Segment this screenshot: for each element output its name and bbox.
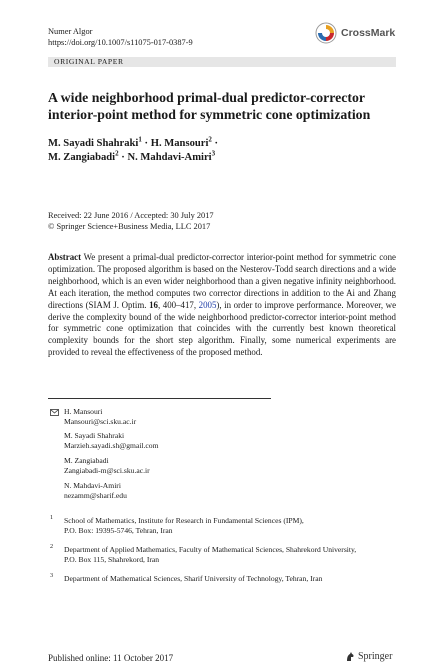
affiliation-line: P.O. Box 115, Shahrekord, Iran (64, 555, 160, 564)
journal-volume: 16 (149, 299, 158, 310)
abstract-label: Abstract (48, 252, 82, 262)
paper-title: A wide neighborhood primal-dual predictor-corrector interior-point method for symmetric cone optimization (48, 90, 371, 122)
contact-name: N. Mahdavi-Amiri (64, 481, 121, 490)
abstract-text: We present a primal-dual predictor-corrector interior-point method for symmetric cone optimization. The proposed algorithm is based on the Nesterov-Todd search directions and a wide neighborhood, which is an even wider neighborhood than a given negative infinity neighborhood. At each iteration, the method computes two corrector directions in addition to the Ai and Zhang directions (SIAM J. Optim. (48, 252, 396, 310)
contact-email[interactable]: nezamm@sharif.edu (64, 491, 127, 500)
abstract-text-continued: ), in order to improve performance. Moreover, we derive the complexity bound of the wide neighborhood predictor-corrector interior-point method for symmetric cone optimization that coincides with the currently best known theoretical complexity bounds for the short step algorithm. Finally, some numerical experiments are provided to reveal the effectiveness of the proposed method. (48, 299, 397, 358)
affiliation-line: School of Mathematics, Institute for Research in Fundamental Sciences (IPM), (64, 516, 304, 525)
author-list (48, 137, 378, 165)
contact-name: M. Sayadi Shahraki (64, 431, 125, 440)
contact-entry (64, 456, 150, 476)
publisher-name: Springer (358, 651, 393, 662)
author-name[interactable]: M. Sayadi Shahraki (48, 138, 139, 149)
crossmark-label: CrossMark (341, 27, 396, 39)
author-separator: · (118, 152, 128, 163)
springer-horse-icon (345, 651, 355, 662)
affiliation-line: Department of Applied Mathematics, Faculty of Mathematical Sciences, Shahrekord University, (64, 545, 357, 554)
copyright-line: © Springer Science+Business Media, LLC 2017 (48, 222, 211, 231)
footnote-rule (48, 398, 271, 399)
affiliation-ref[interactable]: 2 (208, 135, 212, 144)
author-separator: · (141, 138, 151, 149)
author-name[interactable]: N. Mahdavi-Amiri (127, 152, 212, 163)
contact-entry (64, 481, 127, 501)
article-type: ORIGINAL PAPER (54, 57, 124, 66)
journal-pages: , 400–417, (157, 299, 199, 310)
affiliation-ref[interactable]: 1 (138, 135, 142, 144)
affiliation-line: P.O. Box: 19395-5746, Tehran, Iran (64, 526, 173, 535)
author-separator: · (211, 138, 219, 149)
abstract-block (48, 252, 396, 359)
affiliation-line: Department of Mathematical Sciences, Sharif University of Technology, Tehran, Iran (64, 574, 323, 583)
crossmark-badge[interactable] (315, 22, 395, 44)
contact-name: H. Mansouri (64, 407, 103, 416)
citation-year-link[interactable]: 2005 (198, 299, 217, 310)
author-name[interactable]: M. Zangiabadi (48, 152, 116, 163)
received-accepted-dates: Received: 22 June 2016 / Accepted: 30 July 2017 (48, 211, 214, 220)
crossmark-icon (315, 22, 337, 44)
affiliation-entry (64, 516, 394, 536)
affiliation-ref[interactable]: 2 (115, 149, 119, 158)
affiliation-number: 3 (50, 572, 54, 579)
published-online-date: Published online: 11 October 2017 (48, 653, 174, 663)
affiliation-entry (64, 574, 394, 584)
envelope-icon (50, 409, 59, 416)
journal-name: Numer Algor (48, 27, 93, 36)
contact-email[interactable]: Mansouri@sci.sku.ac.ir (64, 417, 137, 426)
contact-entry (64, 407, 136, 427)
affiliation-number: 2 (50, 543, 54, 550)
affiliation-entry (64, 545, 394, 565)
affiliation-number: 1 (50, 514, 54, 521)
contact-email[interactable]: Marzieh.sayadi.sh@gmail.com (64, 441, 159, 450)
contact-name: M. Zangiabadi (64, 456, 109, 465)
contact-entry (64, 431, 159, 451)
springer-logo (345, 651, 392, 662)
affiliation-ref[interactable]: 3 (211, 149, 216, 158)
author-name[interactable]: H. Mansouri (150, 138, 209, 149)
doi-link[interactable]: https://doi.org/10.1007/s11075-017-0387-9 (48, 38, 193, 47)
contact-email[interactable]: Zangiabadi-m@sci.sku.ac.ir (64, 466, 150, 475)
